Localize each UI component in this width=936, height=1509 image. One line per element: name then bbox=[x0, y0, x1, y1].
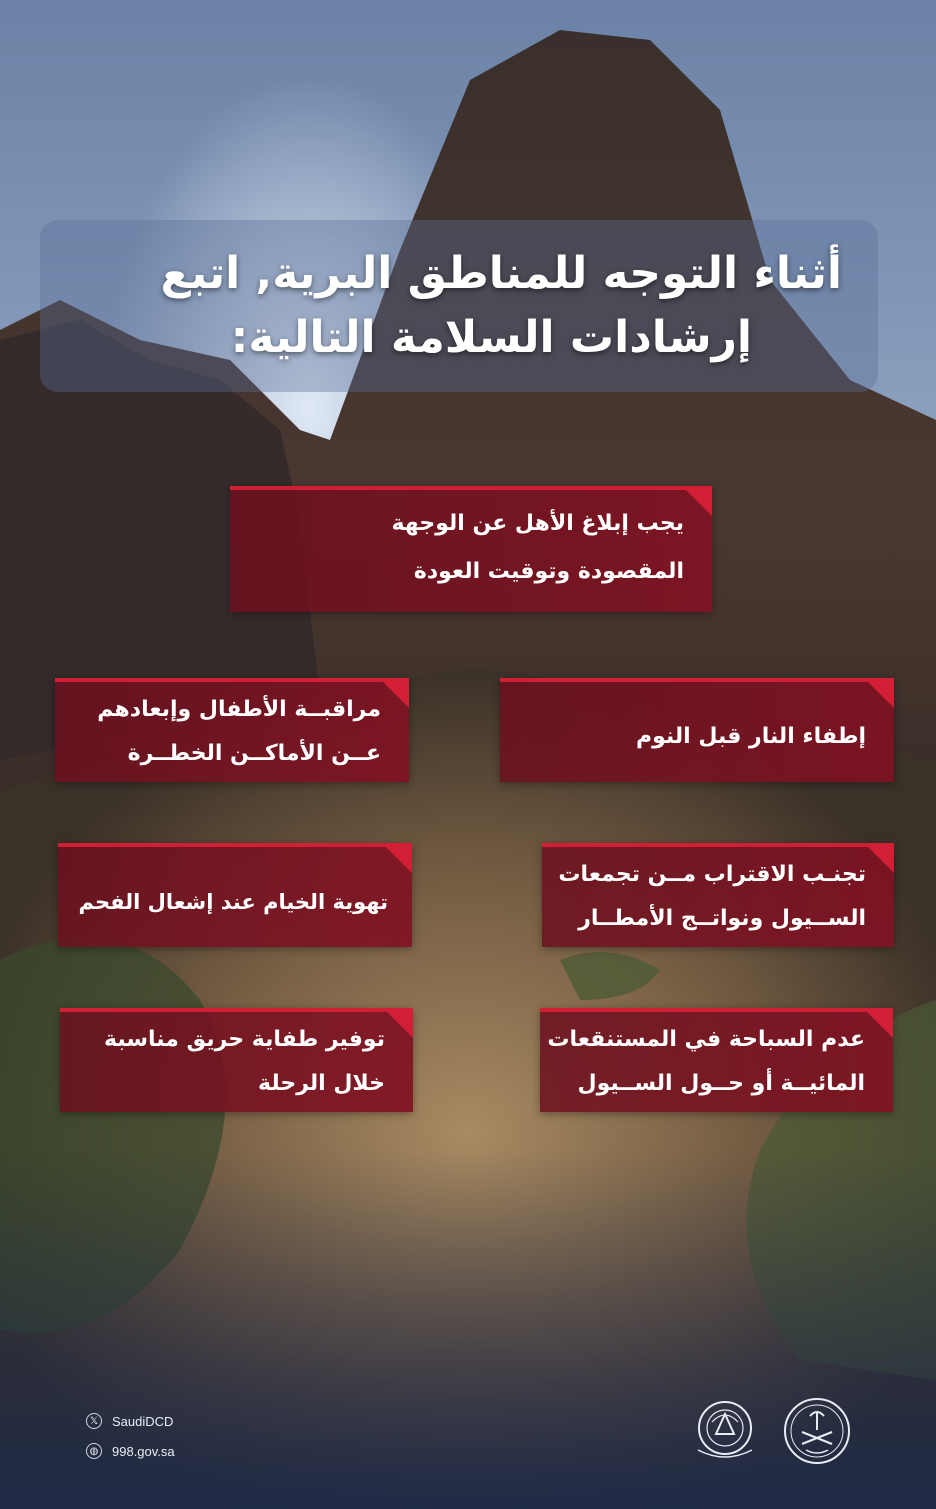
title-line-1: أثناء التوجه للمناطق البرية, اتبع bbox=[160, 248, 842, 299]
x-icon: 𝕏 bbox=[86, 1413, 102, 1429]
tip-card-inform-family bbox=[230, 486, 712, 612]
tip-line: توفير طفاية حريق مناسبة bbox=[104, 1027, 385, 1052]
card-corner-accent bbox=[868, 682, 894, 708]
tip-line: عدم السباحة في المستنقعات bbox=[547, 1027, 865, 1052]
card-corner-accent bbox=[868, 847, 894, 873]
tip-line: تهوية الخيام عند إشعال الفحم bbox=[78, 890, 388, 914]
tip-line: المقصودة وتوقيت العودة bbox=[413, 559, 684, 584]
website-text: 998.gov.sa bbox=[112, 1443, 175, 1459]
card-corner-accent bbox=[686, 490, 712, 516]
tip-card-no-swimming bbox=[540, 1008, 893, 1112]
card-corner-accent bbox=[387, 1012, 413, 1038]
tip-card-watch-children bbox=[55, 678, 409, 782]
social-link[interactable] bbox=[86, 1410, 173, 1432]
tip-line: تجنـب الاقتراب مــن تجمعات bbox=[558, 862, 866, 887]
tip-line: إطفاء النار قبل النوم bbox=[635, 724, 866, 749]
tip-line: مراقبــة الأطفال وإبعادهم bbox=[97, 697, 381, 722]
title-panel bbox=[40, 220, 878, 392]
card-corner-accent bbox=[867, 1012, 893, 1038]
card-corner-accent bbox=[383, 682, 409, 708]
title-line-2: إرشادات السلامة التالية: bbox=[230, 312, 752, 363]
tip-card-ventilate-tents bbox=[58, 843, 412, 947]
website-link[interactable] bbox=[86, 1440, 175, 1462]
social-handle: SaudiDCD bbox=[112, 1413, 174, 1429]
card-corner-accent bbox=[386, 847, 412, 873]
saudi-emblem bbox=[780, 1394, 854, 1468]
tip-line: خلال الرحلة bbox=[258, 1071, 385, 1096]
tip-line: يجب إبلاغ الأهل عن الوجهة bbox=[391, 511, 684, 536]
tip-line: المائيــة أو حــول الســيول bbox=[577, 1071, 865, 1096]
tip-line: عــن الأماكــن الخطــرة bbox=[127, 741, 381, 766]
tip-card-fire-extinguisher bbox=[60, 1008, 413, 1112]
tip-line: الســيول ونواتــج الأمطــار bbox=[578, 906, 866, 931]
tip-card-avoid-floods bbox=[542, 843, 894, 947]
globe-icon: ◍ bbox=[86, 1443, 102, 1459]
civil-defense-emblem bbox=[688, 1394, 762, 1468]
tip-card-extinguish-fire bbox=[500, 678, 894, 782]
